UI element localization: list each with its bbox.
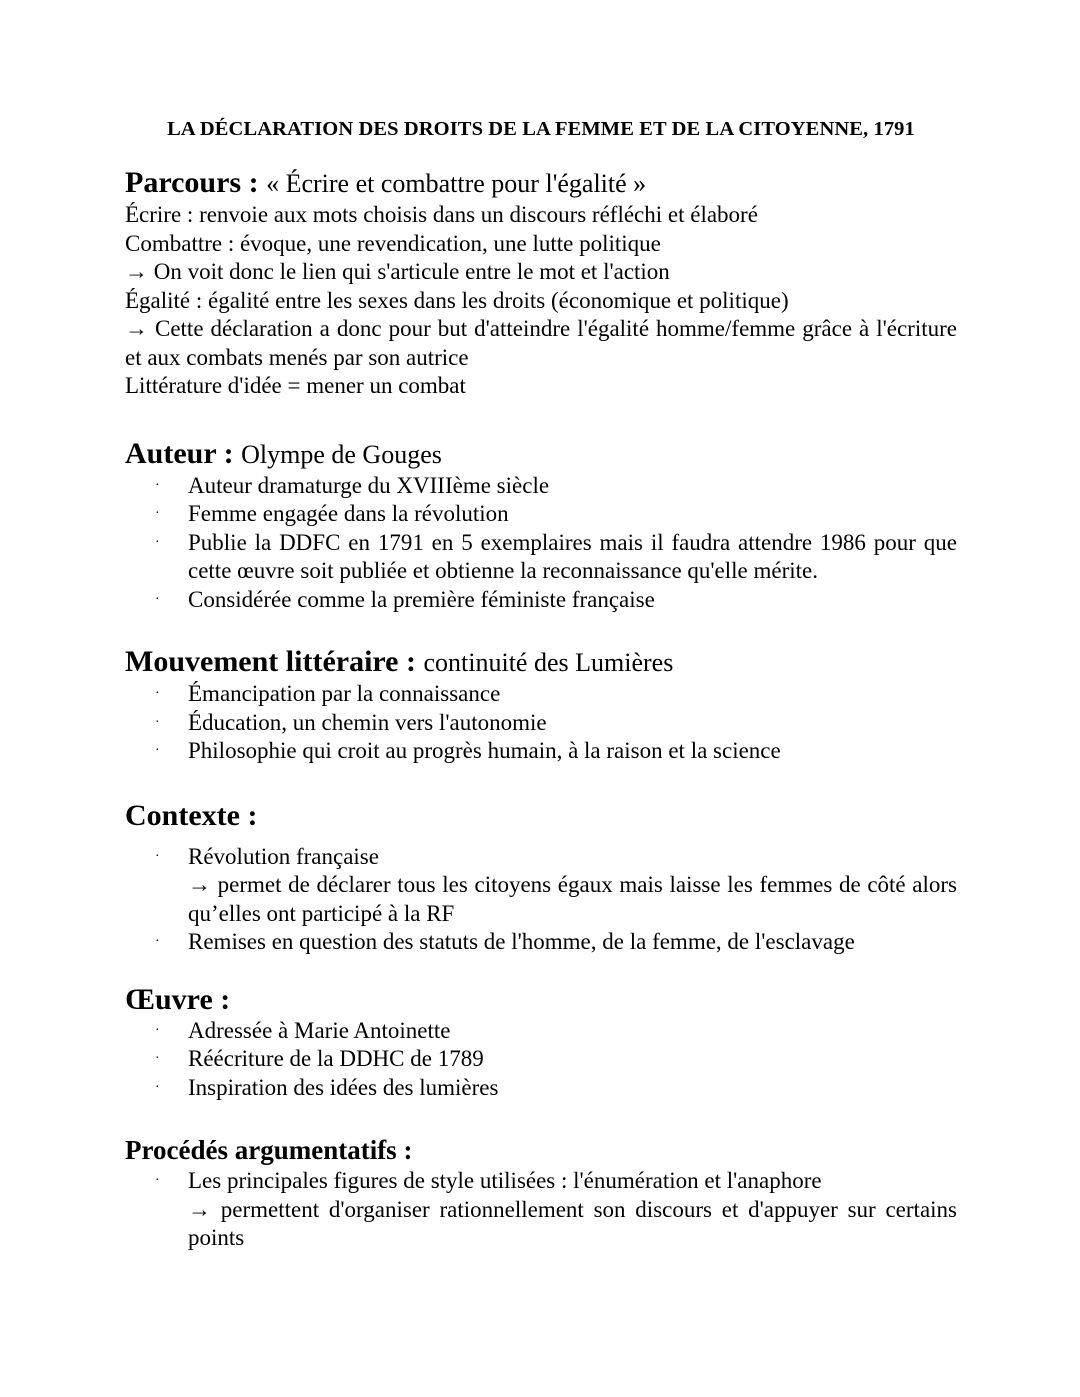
list-item-sub: → permettent d'organiser rationnellement son discours et d'appuyer sur certains points [188,1196,957,1250]
list-item: · Auteur dramaturge du XVIIIème siècle [188,472,957,501]
heading-procedes-label: Procédés argumentatifs : [125,1135,413,1165]
procedes-list [125,1167,957,1253]
list-item: · Réécriture de la DDHC de 1789 [188,1045,957,1074]
heading-procedes [125,1133,957,1167]
heading-auteur [125,437,957,472]
heading-mouvement-value: continuité des Lumières [423,648,674,677]
document-title: LA DÉCLARATION DES DROITS DE LA FEMME ET DE LA CITOYENNE, 1791 [167,118,915,140]
section-mouvement [125,645,957,766]
list-item: · Éducation, un chemin vers l'autonomie [188,709,957,738]
heading-mouvement [125,645,957,680]
bullet-icon: · [155,534,160,550]
parcours-line: Écrire : renvoie aux mots choisis dans un discours réfléchi et élaboré [125,202,758,227]
list-item: · Émancipation par la connaissance [188,680,957,709]
list-item: · Révolution française → permet de déclarer tous les citoyens égaux mais laisse les femmes de côté alors qu’elles ont participé à la RF [188,843,957,929]
heading-auteur-value: Olympe de Gouges [241,439,442,469]
heading-contexte [125,799,957,833]
list-item: · Philosophie qui croit au progrès humain, à la raison et la science [188,737,957,766]
section-procedes [125,1133,957,1253]
list-item-sub: → permet de déclarer tous les citoyens égaux mais laisse les femmes de côté alors qu’elles ont participé à la RF [188,872,957,926]
auteur-list [125,472,957,615]
list-item: · Inspiration des idées des lumières [188,1074,957,1103]
list-item: · Publie la DDFC en 1791 en 5 exemplaires mais il faudra attendre 1986 pour que cette œuvre soit publiée et obtienne la reconnaissance qu'elle mérite. [155,529,957,583]
list-item: · Adressée à Marie Antoinette [188,1017,957,1046]
heading-oeuvre [125,983,957,1017]
section-auteur [125,437,957,615]
heading-auteur-label: Auteur : [125,436,234,470]
section-parcours [125,166,957,401]
list-item: · Considérée comme la première féministe française [188,586,957,615]
bullet-icon: · [155,686,160,701]
bullet-icon: · [155,1173,160,1188]
contexte-list [125,843,957,957]
heading-mouvement-label: Mouvement littéraire : [125,645,416,678]
list-item: · Remises en question des statuts de l'homme, de la femme, de l'esclavage [188,928,957,957]
heading-parcours [125,166,957,201]
bullet-icon: · [155,848,160,864]
bullet-icon: · [155,1051,160,1066]
mouvement-list [125,680,957,766]
parcours-line: → On voit donc le lien qui s'articule entre le mot et l'action [125,259,670,284]
bullet-icon: · [155,591,160,607]
heading-oeuvre-label: Œuvre : [125,982,231,1016]
bullet-icon: · [155,506,160,521]
heading-parcours-label: Parcours : [125,166,259,199]
bullet-icon: · [155,477,160,493]
list-item: · Les principales figures de style utilisées : l'énumération et l'anaphore → permettent d'organiser rationnellement son discours et d'appuyer sur certains points [188,1167,957,1253]
bullet-icon: · [155,934,160,949]
parcours-line: → Cette déclaration a donc pour but d'atteindre l'égalité homme/femme grâce à l'écriture et aux combats menés par son autrice [125,316,957,370]
bullet-icon: · [155,1022,160,1038]
bullet-icon: · [155,743,160,758]
heading-contexte-label: Contexte : [125,798,258,832]
bullet-icon: · [155,714,160,730]
document-page [125,118,957,1253]
section-oeuvre [125,983,957,1103]
parcours-line: Égalité : égalité entre les sexes dans les droits (économique et politique) [125,287,789,313]
parcours-line: Combattre : évoque, une revendication, une lutte politique [125,230,661,256]
heading-parcours-value: « Écrire et combattre pour l'égalité » [266,169,647,198]
section-contexte [125,799,957,957]
bullet-icon: · [155,1079,160,1095]
list-item: · Femme engagée dans la révolution [188,500,957,529]
parcours-line: Littérature d'idée = mener un combat [125,373,466,398]
oeuvre-list [125,1017,957,1103]
